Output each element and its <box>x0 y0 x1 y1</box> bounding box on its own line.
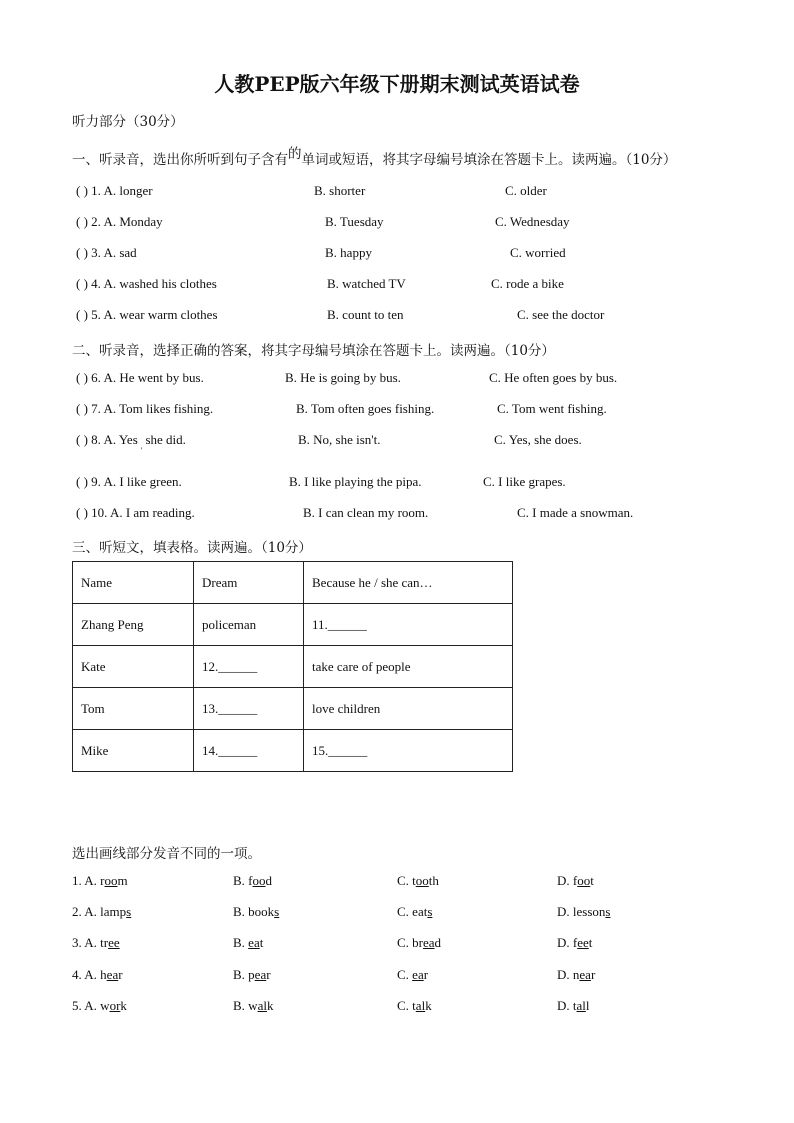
q4-c: C. rode a bike <box>491 276 564 291</box>
q8-a-rest: she did. <box>145 432 186 447</box>
q8-c: C. Yes, she does. <box>494 432 582 447</box>
listening-header: 听力部分（30分） <box>72 114 184 130</box>
table-row <box>73 688 513 730</box>
underlined-letters: al <box>576 998 586 1013</box>
table-cell: 15.______ <box>304 730 513 772</box>
phonics-option <box>72 873 128 889</box>
underlined-letters: ea <box>423 935 435 950</box>
underlined-letters: oo <box>415 873 429 888</box>
option-prefix: B. w <box>233 998 258 1013</box>
option-suffix: t <box>259 935 264 950</box>
q1-c: C. older <box>505 183 547 198</box>
option-prefix: C. <box>397 967 413 982</box>
phonics-option <box>233 935 263 951</box>
table-cell: 14.______ <box>194 730 304 772</box>
option-prefix: C. eat <box>397 904 428 919</box>
table-cell: love children <box>304 688 513 730</box>
q6-c: C. He often goes by bus. <box>489 370 618 385</box>
option-prefix: D. f <box>557 935 578 950</box>
underlined-letters: ea <box>579 967 591 982</box>
q1-b: B. shorter <box>314 183 366 198</box>
q7-c: C. Tom went fishing. <box>497 401 607 416</box>
phonics-option <box>72 904 131 920</box>
q5-b: B. count to ten <box>327 307 404 322</box>
phonics-option <box>557 998 590 1014</box>
table-cell: 12.______ <box>194 646 304 688</box>
option-prefix: 3. A. tr <box>72 935 109 950</box>
q8-a-num: ( ) 8. A. Yes <box>76 432 138 447</box>
phonics-option <box>557 873 594 889</box>
underlined-letters: s <box>126 904 132 919</box>
table-cell: take care of people <box>304 646 513 688</box>
q3-a: ( ) 3. A. sad <box>76 245 137 260</box>
underlined-letters: al <box>415 998 426 1013</box>
q9-b: B. I like playing the pipa. <box>289 474 422 489</box>
phonics-option <box>233 873 272 889</box>
phonics-option <box>557 967 595 983</box>
q3-b: B. happy <box>325 245 372 260</box>
table-cell: Tom <box>73 688 194 730</box>
table-row <box>73 604 513 646</box>
option-suffix: r <box>423 967 429 982</box>
q10-a: ( ) 10. A. I am reading. <box>76 505 195 520</box>
option-prefix: B. book <box>233 904 275 919</box>
underlined-letters: oo <box>104 873 118 888</box>
option-prefix: D. t <box>557 998 577 1013</box>
phonics-option <box>397 935 441 951</box>
section1-heading-pre: 一、听录音，选出你所听到句子含有 <box>72 152 288 168</box>
underlined-letters: ee <box>577 935 589 950</box>
dream-table <box>72 561 513 772</box>
option-prefix: 1. A. r <box>72 873 105 888</box>
phonics-option <box>72 967 123 983</box>
option-suffix: r <box>590 967 596 982</box>
q7-a: ( ) 7. A. Tom likes fishing. <box>76 401 214 416</box>
table-cell: 13.______ <box>194 688 304 730</box>
option-prefix: D. lesson <box>557 904 606 919</box>
underlined-letters: s <box>605 904 611 919</box>
underlined-letters: ee <box>108 935 120 950</box>
q1-a: ( ) 1. A. longer <box>76 183 153 198</box>
option-suffix: r <box>118 967 123 982</box>
page-title: 人教PEP版六年级下册期末测试英语试卷 <box>214 72 580 96</box>
option-prefix: 4. A. h <box>72 967 107 982</box>
phonics-option <box>72 935 120 951</box>
table-cell: policeman <box>194 604 304 646</box>
phonics-heading: 选出画线部分发音不同的一项。 <box>72 846 261 862</box>
q6-b: B. He is going by bus. <box>285 370 401 385</box>
q9-c: C. I like grapes. <box>483 474 566 489</box>
option-suffix: k <box>120 998 127 1013</box>
q10-c: C. I made a snowman. <box>517 505 634 520</box>
option-prefix: B. <box>233 935 249 950</box>
phonics-option <box>233 904 279 920</box>
table-row <box>73 730 513 772</box>
option-suffix: r <box>266 967 271 982</box>
q4-a: ( ) 4. A. washed his clothes <box>76 276 217 291</box>
section1-heading-post: 单词或短语，将其字母编号填涂在答题卡上。读两遍。（10分） <box>301 152 677 168</box>
q2-c: C. Wednesday <box>495 214 570 229</box>
section3-heading: 三、听短文，填表格。读两遍。（10分） <box>72 540 312 556</box>
table-header-row <box>73 562 513 604</box>
underlined-letters: ea <box>412 967 424 982</box>
option-prefix: D. n <box>557 967 580 982</box>
option-suffix: t <box>588 935 593 950</box>
table-header-cell: Because he / she can… <box>304 562 513 604</box>
q3-c: C. worried <box>510 245 566 260</box>
phonics-option <box>397 904 432 920</box>
option-prefix: C. t <box>397 998 416 1013</box>
section1-heading <box>72 148 676 168</box>
table-header-cell: Dream <box>194 562 304 604</box>
underlined-letters: al <box>257 998 267 1013</box>
phonics-option <box>233 998 273 1014</box>
q10-b: B. I can clean my room. <box>303 505 429 520</box>
option-suffix: k <box>425 998 432 1013</box>
underlined-letters: or <box>109 998 121 1013</box>
q8-a <box>76 432 186 455</box>
option-suffix: k <box>266 998 274 1013</box>
underlined-letters: s <box>427 904 433 919</box>
option-suffix: m <box>117 873 128 888</box>
phonics-option <box>557 935 592 951</box>
phonics-option <box>397 998 432 1014</box>
q7-b: B. Tom often goes fishing. <box>296 401 435 416</box>
option-prefix: B. p <box>233 967 255 982</box>
table-header-cell: Name <box>73 562 194 604</box>
option-prefix: 5. A. w <box>72 998 110 1013</box>
q8-b: B. No, she isn't. <box>298 432 381 447</box>
option-prefix: B. f <box>233 873 253 888</box>
option-prefix: D. f <box>557 873 578 888</box>
phonics-option <box>397 967 428 983</box>
option-suffix: t <box>590 873 594 888</box>
option-suffix: d <box>434 935 442 950</box>
q9-a: ( ) 9. A. I like green. <box>76 474 182 489</box>
q2-b: B. Tuesday <box>325 214 384 229</box>
table-cell: 11.______ <box>304 604 513 646</box>
option-suffix: l <box>585 998 590 1013</box>
table-row <box>73 646 513 688</box>
option-prefix: C. br <box>397 935 423 950</box>
underlined-letters: ea <box>254 967 267 982</box>
section1-heading-sup: 的 <box>288 146 302 162</box>
option-suffix: d <box>265 873 272 888</box>
phonics-option <box>397 873 439 889</box>
phonics-option <box>557 904 610 920</box>
phonics-option <box>72 998 127 1014</box>
underlined-letters: ea <box>106 967 119 982</box>
q4-b: B. watched TV <box>327 276 406 291</box>
section2-heading: 二、听录音，选择正确的答案，将其字母编号填涂在答题卡上。读两遍。（10分） <box>72 343 555 359</box>
table-cell: Zhang Peng <box>73 604 194 646</box>
q5-c: C. see the doctor <box>517 307 605 322</box>
table-cell: Kate <box>73 646 194 688</box>
option-suffix: th <box>428 873 439 888</box>
underlined-letters: oo <box>252 873 266 888</box>
q2-a: ( ) 2. A. Monday <box>76 214 163 229</box>
q8-tick-mark: ' <box>140 446 143 455</box>
q5-a: ( ) 5. A. wear warm clothes <box>76 307 218 322</box>
phonics-option <box>233 967 271 983</box>
underlined-letters: oo <box>577 873 591 888</box>
option-prefix: C. t <box>397 873 416 888</box>
underlined-letters: s <box>274 904 280 919</box>
underlined-letters: ea <box>248 935 260 950</box>
option-prefix: 2. A. lamp <box>72 904 127 919</box>
table-cell: Mike <box>73 730 194 772</box>
q6-a: ( ) 6. A. He went by bus. <box>76 370 204 385</box>
